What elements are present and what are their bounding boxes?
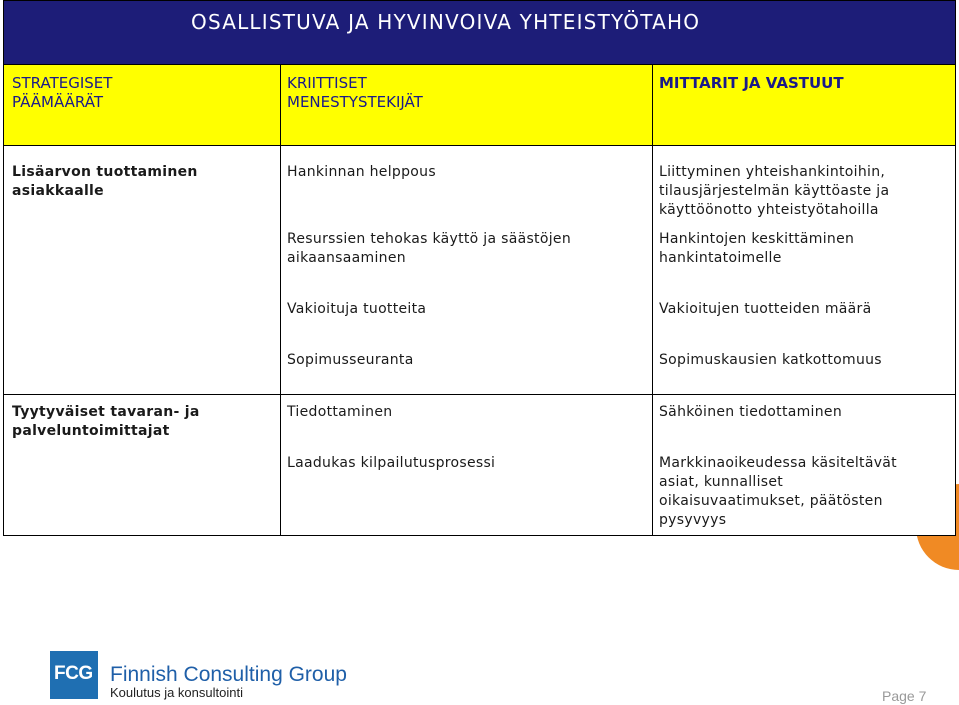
header-line: STRATEGISET bbox=[12, 74, 113, 92]
cell-line: Laadukas kilpailutusprosessi bbox=[287, 455, 496, 471]
column-divider bbox=[280, 64, 281, 535]
cell-line: Vakioituja tuotteita bbox=[287, 301, 427, 317]
cell-line: Sähköinen tiedottaminen bbox=[659, 404, 843, 420]
cell-line: Tyytyväiset tavaran- ja bbox=[12, 404, 200, 420]
goal-added-value bbox=[12, 163, 198, 201]
logo-mark-text: FCG bbox=[54, 663, 93, 684]
factor-cell bbox=[287, 163, 436, 182]
factor-cell bbox=[287, 230, 571, 268]
slide-title: OSALLISTUVA JA HYVINVOIVA YHTEISTYÖTAHO bbox=[191, 10, 701, 34]
cell-line: Resurssien tehokas käyttö ja säästöjen bbox=[287, 231, 571, 247]
cell-line: pysyvyys bbox=[659, 512, 727, 528]
cell-line: Sopimusseuranta bbox=[287, 352, 414, 368]
factor-cell bbox=[287, 351, 414, 370]
cell-line: Liittyminen yhteishankintoihin, bbox=[659, 164, 886, 180]
cell-line: Lisäarvon tuottaminen bbox=[12, 164, 198, 180]
cell-line: asiakkaalle bbox=[12, 183, 104, 199]
header-metrics bbox=[659, 74, 844, 93]
company-tagline: Koulutus ja konsultointi bbox=[110, 685, 243, 700]
cell-line: Hankinnan helppous bbox=[287, 164, 436, 180]
metric-cell bbox=[659, 163, 889, 220]
title-bar bbox=[4, 1, 955, 64]
factor-cell bbox=[287, 454, 495, 473]
header-line: KRIITTISET bbox=[287, 74, 367, 92]
cell-line: Vakioitujen tuotteiden määrä bbox=[659, 301, 872, 317]
page-number: Page 7 bbox=[882, 688, 927, 704]
goal-satisfied-suppliers bbox=[12, 403, 200, 441]
company-name: Finnish Consulting Group bbox=[110, 663, 347, 686]
cell-line: aikaansaaminen bbox=[287, 250, 406, 266]
cell-line: Hankintojen keskittäminen bbox=[659, 231, 855, 247]
metric-cell bbox=[659, 300, 871, 319]
strategy-table bbox=[3, 0, 956, 536]
fcg-logo-mark bbox=[50, 651, 98, 699]
cell-line: tilausjärjestelmän käyttöaste ja bbox=[659, 183, 890, 199]
header-line: PÄÄMÄÄRÄT bbox=[12, 93, 103, 111]
header-line: MITTARIT JA VASTUUT bbox=[659, 74, 844, 92]
metric-cell bbox=[659, 403, 842, 422]
header-strategic-goals bbox=[12, 74, 112, 112]
column-divider bbox=[652, 64, 653, 535]
cell-line: oikaisuvaatimukset, päätösten bbox=[659, 493, 883, 509]
header-critical-factors bbox=[287, 74, 423, 112]
cell-line: Tiedottaminen bbox=[287, 404, 393, 420]
header-line: MENESTYSTEKIJÄT bbox=[287, 93, 423, 111]
metric-cell bbox=[659, 454, 897, 530]
cell-line: palveluntoimittajat bbox=[12, 423, 170, 439]
metric-cell bbox=[659, 230, 854, 268]
cell-line: Markkinaoikeudessa käsiteltävät bbox=[659, 455, 897, 471]
cell-line: käyttöönotto yhteistyötahoilla bbox=[659, 202, 879, 218]
cell-line: asiat, kunnalliset bbox=[659, 474, 784, 490]
metric-cell bbox=[659, 351, 882, 370]
header-band bbox=[4, 64, 955, 146]
section-divider bbox=[4, 394, 955, 395]
cell-line: Sopimuskausien katkottomuus bbox=[659, 352, 882, 368]
cell-line: hankintatoimelle bbox=[659, 250, 782, 266]
factor-cell bbox=[287, 300, 426, 319]
factor-cell bbox=[287, 403, 392, 422]
